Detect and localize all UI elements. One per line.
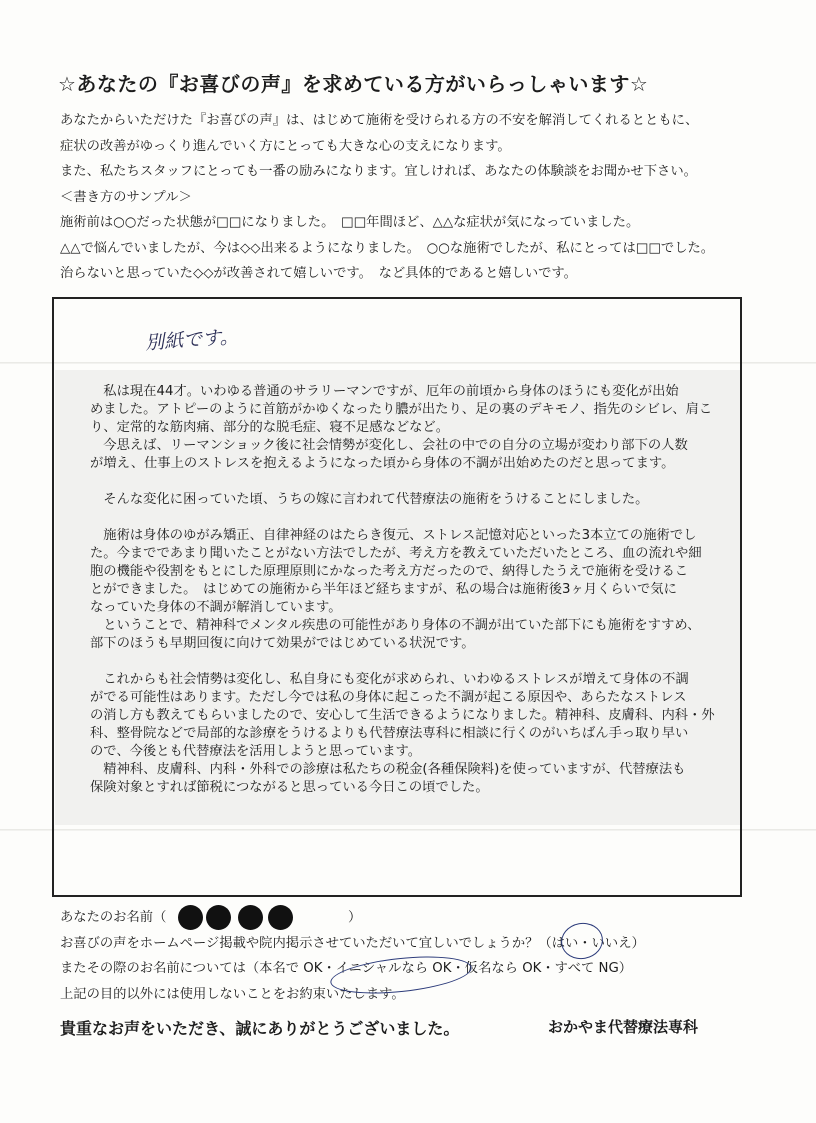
page-title: ☆あなたの『お喜びの声』を求めている方がいらっしゃいます☆ (58, 72, 649, 96)
redaction-mark (206, 905, 231, 930)
testimonial-line: 科、整骨院などで局部的な診療をうけるよりも代替療法専科に相談に行くのがいちばん手っ取り早い (90, 726, 689, 741)
testimonial-text (90, 383, 730, 797)
testimonial-line: ので、今後とも代替療法を活用しようと思っています。 (90, 744, 422, 759)
testimonial-line: 施術は身体のゆがみ矯正、自律神経のはたらき復元、ストレス記憶対応といった3本立ての施術でし (90, 528, 697, 543)
clinic-name: おかやま代替療法専科 (548, 1018, 699, 1036)
testimonial-line: 胞の機能や役割をもとにした原理原則にかなった考え方だったので、納得したうえで施術を受けるこ (90, 564, 689, 579)
testimonial-line: 精神科、皮膚科、内科・外科での診療は私たちの税金(各種保険料)を使っていますが、代替療法も (90, 762, 686, 777)
sample-heading: ＜書き方のサンプル＞ (60, 189, 192, 205)
thanks-message: 貴重なお声をいただき、誠にありがとうございました。 (60, 1019, 460, 1038)
name-close-paren: ） (348, 910, 362, 925)
testimonial-line: の消し方も教えてもらいましたので、安心して生活できるようになりました。精神科、皮膚科、内科・外 (90, 708, 715, 723)
paragraph-gap (90, 509, 730, 527)
usage-promise: 上記の目的以外には使用しないことをお約束いたします。 (60, 986, 405, 1002)
testimonial-line: とができました。 はじめての施術から半年ほど経ちますが、私の場合は施術後3ヶ月くらいで気に (90, 582, 677, 597)
name-label: あなたのお名前（ (60, 910, 167, 925)
testimonial-line: が増え、仕事上のストレスを抱えるようになった頃から身体の不調が出始めたのだと思ってます。 (90, 456, 675, 471)
name-policy: またその際のお名前については（本名で OK・イニシャルなら OK・仮名なら OK・すべて NG） (60, 961, 633, 976)
sample-line: △△で悩んでいましたが、今は◇◇出来るようになりました。 ○○な施術でしたが、私にとっては□□でした。 (60, 240, 715, 256)
handwritten-note: 別紙です。 (144, 325, 240, 355)
sample-line: 施術前は○○だった状態が□□になりました。 □□年間ほど、△△な症状が気になっていました。 (60, 215, 640, 230)
intro-text (60, 108, 760, 287)
paragraph-gap (90, 473, 730, 491)
testimonial-line: がでる可能性はあります。ただし今では私の身体に起こった不調が起こる原因や、あらたなストレス (90, 690, 687, 705)
testimonial-line: り、定常的な筋肉痛、部分的な脱毛症、寝不足感などなど。 (90, 420, 450, 435)
intro-line: あなたからいただけた『お喜びの声』は、はじめて施術を受けられる方の不安を解消してくれるとともに、 (60, 113, 699, 128)
redaction-mark (238, 905, 263, 930)
testimonial-line: 私は現在44才。いわゆる普通のサラリーマンですが、厄年の前頃から身体のほうにも変化が出始 (90, 384, 679, 399)
testimonial-line: なっていた身体の不調が解消しています。 (90, 600, 342, 615)
intro-line: 症状の改善がゆっくり進んでいく方にとっても大きな心の支えになります。 (60, 138, 511, 154)
name-row (60, 905, 760, 931)
redaction-mark (268, 905, 293, 930)
testimonial-line: 保険対象とすれば節税につながると思っている今日この頃でした。 (90, 780, 489, 795)
testimonial-line: ということで、精神科でメンタル疾患の可能性があり身体の不調が出ていた部下にも施術をすすめ、 (90, 618, 701, 633)
testimonial-line: めました。アトピーのように首筋がかゆくなったり膿が出たり、足の裏のデキモノ、指先のシビレ、肩こ (90, 402, 713, 417)
testimonial-line: そんな変化に困っていた頃、うちの嫁に言われて代替療法の施術をうけることにしました。 (90, 492, 649, 507)
consent-question: お喜びの声をホームページ掲載や院内掲示させていただいて宜しいでしょうか？（はい・いいえ） (60, 935, 645, 951)
testimonial-line: 今思えば、リーマンショック後に社会情勢が変化し、会社の中での自分の立場が変わり部下の人数 (90, 438, 688, 453)
intro-line: また、私たちスタッフにとっても一番の励みになります。宜しければ、あなたの体験談をお聞かせ下さい。 (60, 164, 697, 179)
testimonial-line: 部下のほうも早期回復に向けて効果がではじめている状況です。 (90, 636, 475, 651)
consent-section (60, 905, 760, 1007)
sample-line: 治らないと思っていた◇◇が改善されて嬉しいです。 など具体的であると嬉しいです。 (60, 266, 577, 281)
testimonial-line: これからも社会情勢は変化し、私自身にも変化が求められ、いわゆるストレスが増えて身体の不調 (90, 672, 689, 687)
paragraph-gap (90, 653, 730, 671)
testimonial-line: た。今までであまり聞いたことがない方法でしたが、考え方を教えていただいたところ、血の流れや細 (90, 546, 702, 561)
redaction-mark (178, 905, 203, 930)
